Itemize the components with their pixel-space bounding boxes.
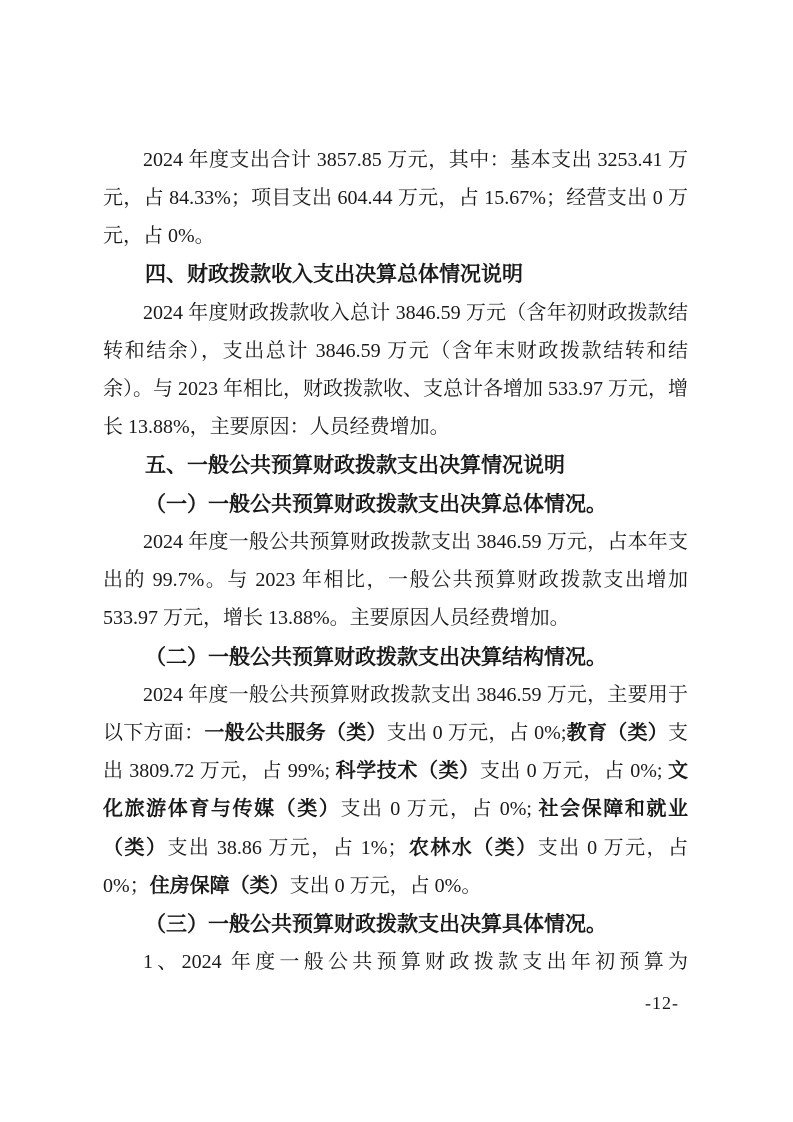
category-housing-security: 住房保障（类） [149,874,290,897]
paragraph-general-budget-overview: 2024 年度一般公共预算财政拨款支出 3846.59 万元，占本年支出的 99.7%。与 2023 年相比，一般公共预算财政拨款支出增加 533.97 万元，增长 13.88%。主要原因人员经费增加。 [103,531,688,630]
paragraph-item1-opening: 1、2024 年度一般公共预算财政拨款支出年初预算为 [143,951,688,974]
category-science-technology: 科学技术（类） [335,760,480,783]
category-agriculture-forestry-water: 农林水（类） [407,836,538,859]
section-heading-4: 四、财政拨款收入支出决算总体情况说明 [145,262,523,286]
subsection-heading-3: （三）一般公共预算财政拨款支出决算具体情况。 [145,912,607,937]
structure-segment: 支出 0 万元，占 0%; [386,722,567,745]
structure-segment: 支出 0 万元，占 0%; [479,760,669,783]
category-social-security-employment: 社会保障和就业（类） [103,798,689,859]
paragraph-expenditure-structure [103,676,688,905]
structure-segment: 支出 0 万元，占 0%； [103,836,689,897]
structure-segment: 2024 年度一般公共预算财政拨款支出 3846.59 万元，主要用于以下方面： [103,683,688,745]
category-general-public-services: 一般公共服务（类） [204,722,387,745]
structure-segment: 支出 0 万元，占 0%。 [289,874,482,897]
subsection-heading-1: （一）一般公共预算财政拨款支出决算总体情况。 [145,491,607,516]
paragraph-fiscal-appropriation-overview: 2024 年度财政拨款收入总计 3846.59 万元（含年初财政拨款结转和结余），支出总计 3846.59 万元（含年末财政拨款结转和结余）。与 2023 年相比，财政拨款收、支总计各增加 533.97 万元，增长 13.88%，主要原因：人员经费增加。 [103,301,688,439]
category-culture-tourism-sports-media: 文化旅游体育与传媒（类） [103,760,689,821]
page-number: -12- [645,993,679,1013]
paragraph-expenditure-total: 2024 年度支出合计 3857.85 万元，其中：基本支出 3253.41 万元，占 84.33%；项目支出 604.44 万元，占 15.67%；经营支出 0 万元，占 0%。 [103,149,688,248]
structure-segment: 支出 38.86 万元，占 1%； [167,836,408,859]
structure-segment: 支出 0 万元，占 0%; [340,798,539,821]
category-education: 教育（类） [566,722,669,745]
structure-segment: 支出 3809.72 万元，占 99%; [103,722,689,783]
section-heading-5: 五、一般公共预算财政拨款支出决算情况说明 [145,453,565,477]
document-text-block [103,141,688,981]
subsection-heading-2: （二）一般公共预算财政拨款支出决算结构情况。 [145,644,607,669]
